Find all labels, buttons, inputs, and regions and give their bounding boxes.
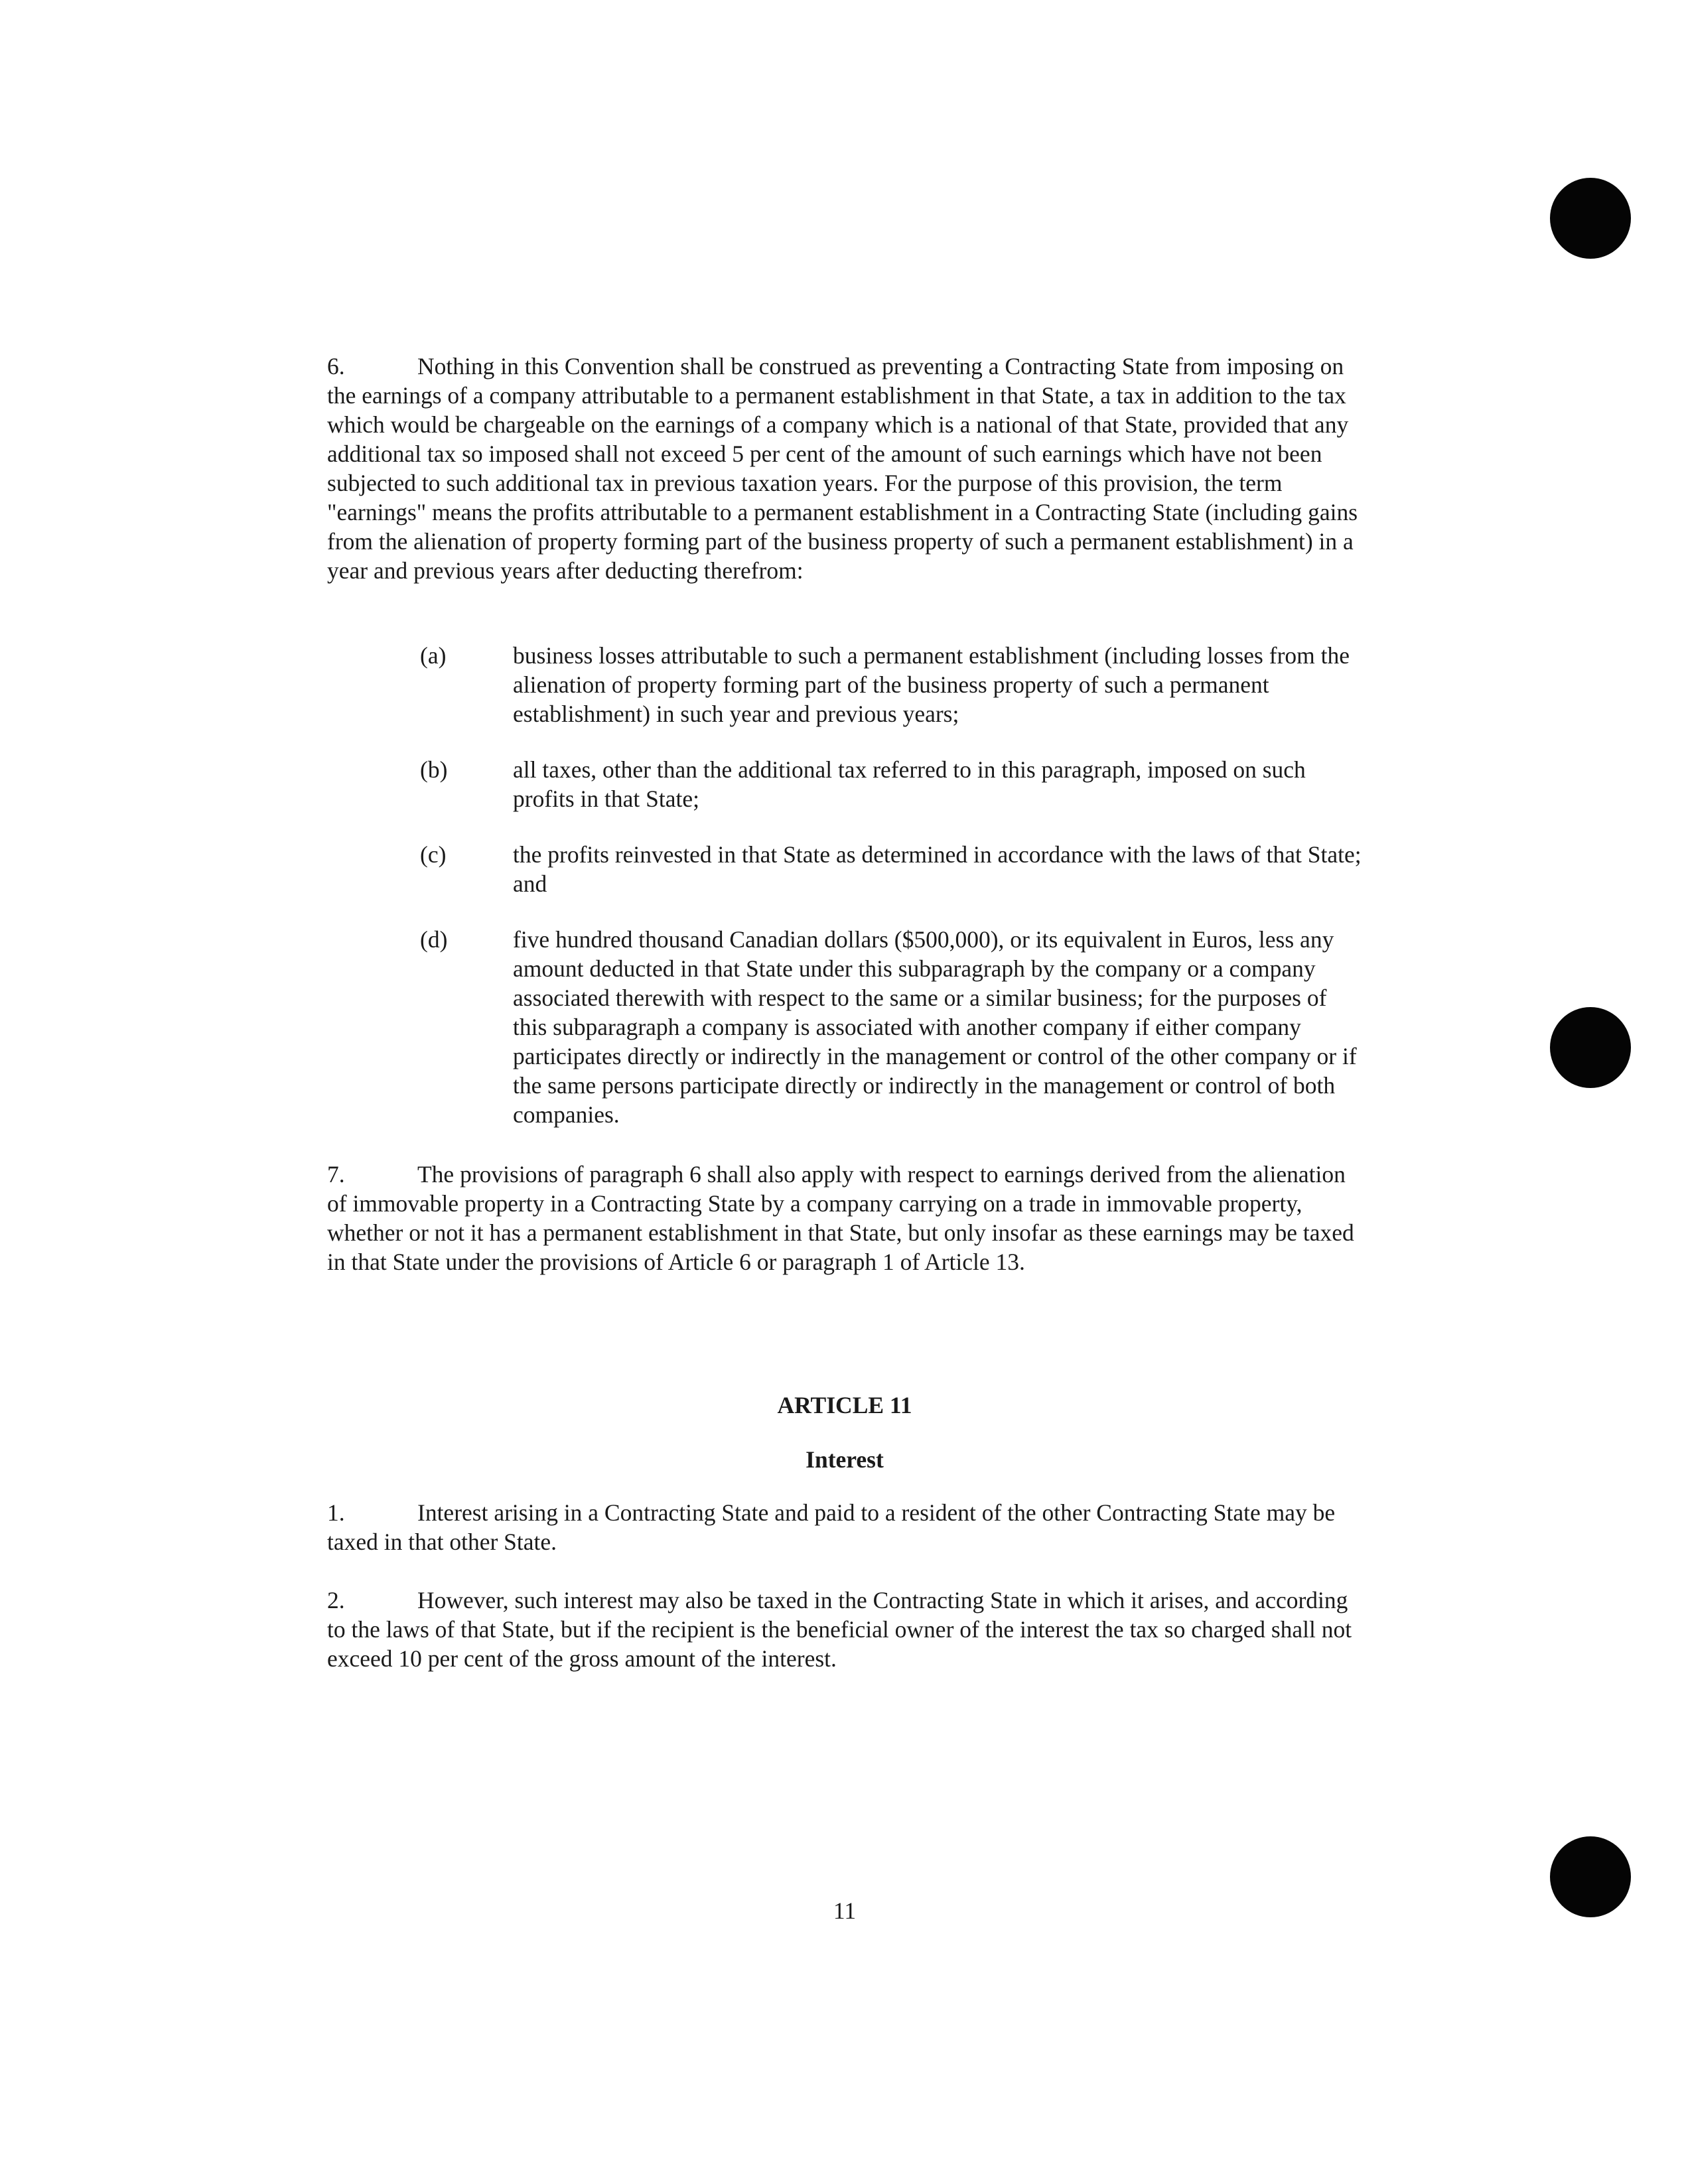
paragraph-text: Interest arising in a Contracting State and paid to a resident of the other Contracting State may be taxed in that other State. xyxy=(327,1499,1336,1555)
paragraph-number: 7. xyxy=(327,1161,345,1188)
paragraph-text: Nothing in this Convention shall be construed as preventing a Contracting State from imposing on the earnings of a company attributable to a permanent establishment in that State, a tax in addition to the tax which would be chargeable on the earnings of a company which is a national of that State, provided that any additional tax so imposed shall not exceed 5 per cent of the amount of such earnings which have not been subjected to such additional tax in previous taxation years. For the purpose of this provision, the term "earnings" means the profits attributable to a permanent establishment in a Contracting State (including gains from the alienation of property forming part of the business property of such a permanent establishment) in a year and previous years after deducting therefrom: xyxy=(327,353,1358,584)
article-11-paragraph-1 xyxy=(327,1498,1362,1556)
article-title: ARTICLE 11 xyxy=(777,1392,912,1418)
subparagraph-c xyxy=(327,840,1362,898)
subparagraph-a xyxy=(327,641,1362,728)
article-subtitle: Interest xyxy=(806,1446,884,1473)
paragraph-number: 1. xyxy=(327,1499,345,1526)
subparagraph-b xyxy=(327,755,1362,813)
punch-hole-bottom xyxy=(1550,1836,1631,1917)
subparagraph-d xyxy=(327,925,1362,1129)
paragraph-text: The provisions of paragraph 6 shall also apply with respect to earnings derived from the alienation of immovable property in a Contracting State by a company carrying on a trade in immovable property, whether or not it has a permanent establishment in that State, but only insofar as these earnings may be taxed in that State under the provisions of Article 6 or paragraph 1 of Article 13. xyxy=(327,1161,1354,1275)
subparagraph-list xyxy=(327,641,1362,1156)
paragraph-7 xyxy=(327,1160,1362,1276)
page-number: 11 xyxy=(833,1897,857,1924)
subparagraph-text: all taxes, other than the additional tax referred to in this paragraph, imposed on such profits in that State; xyxy=(513,756,1306,812)
paragraph-text: However, such interest may also be taxed in the Contracting State in which it arises, and according to the laws of that State, but if the recipient is the beneficial owner of the interest the tax so charged shall not exceed 10 per cent of the gross amount of the interest. xyxy=(327,1587,1352,1672)
paragraph-number: 6. xyxy=(327,353,345,379)
subparagraph-label: (c) xyxy=(420,841,447,868)
article-11-paragraph-2 xyxy=(327,1586,1362,1673)
subparagraph-text: business losses attributable to such a permanent establishment (including losses from the alienation of property forming part of the business property of such a permanent establishment) in such year and previous years; xyxy=(513,642,1350,727)
subparagraph-text: five hundred thousand Canadian dollars ($500,000), or its equivalent in Euros, less any amount deducted in that State under this subparagraph by the company or a company associated therewith with respect to the same or a similar business; for the purposes of this subparagraph a company is associated with another company if either company participates directly or indirectly in the management or control of the other company or if the same persons participate directly or indirectly in the management or control of both companies. xyxy=(513,926,1357,1128)
punch-hole-top xyxy=(1550,178,1631,259)
punch-hole-middle xyxy=(1550,1007,1631,1088)
subparagraph-label: (a) xyxy=(420,642,447,669)
subparagraph-label: (d) xyxy=(420,926,448,953)
subparagraph-text: the profits reinvested in that State as determined in accordance with the laws of that State; and xyxy=(513,841,1362,897)
subparagraph-label: (b) xyxy=(420,756,448,783)
paragraph-6 xyxy=(327,352,1362,585)
paragraph-number: 2. xyxy=(327,1587,345,1613)
